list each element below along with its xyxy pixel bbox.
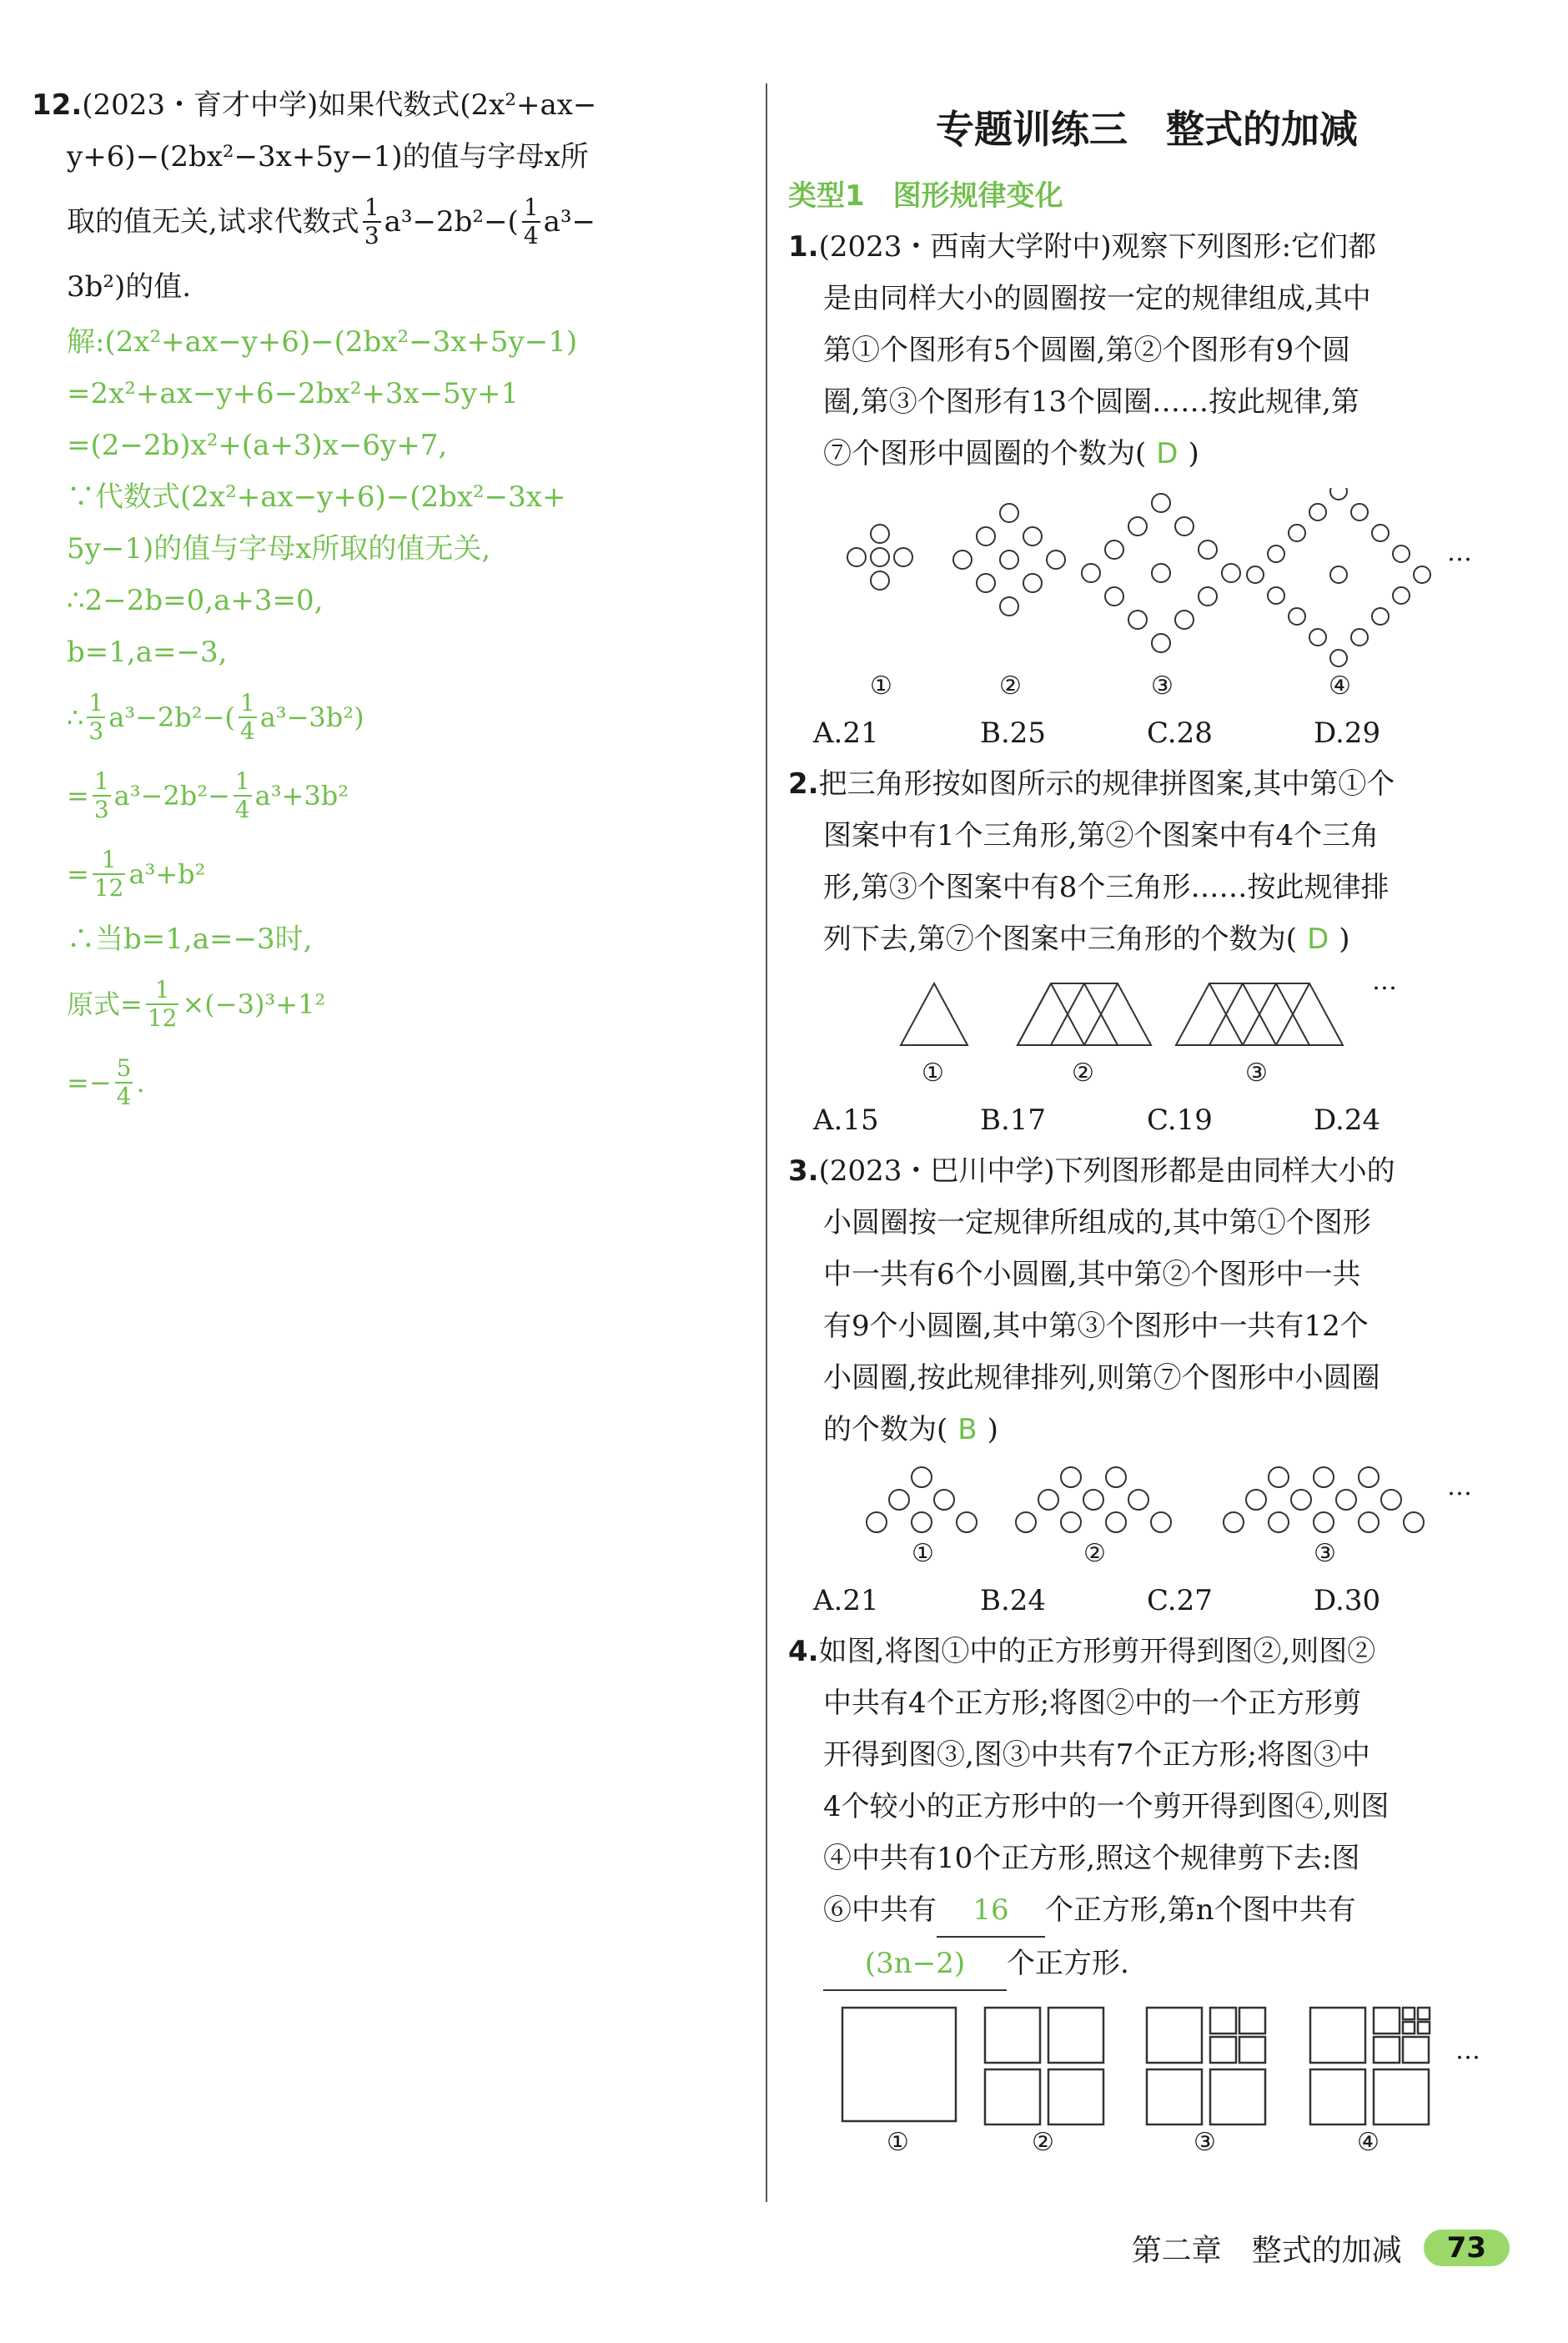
sol10-pre: = [67, 858, 89, 890]
q3-line2: 小圆圈按一定规律所组成的,其中第①个图形 [823, 1206, 1371, 1239]
q4-number: 4. [788, 1635, 819, 1668]
sol-line-13 [32, 1043, 749, 1122]
q3-number: 3. [788, 1154, 819, 1188]
q1-figure-4 [1247, 488, 1430, 666]
q12-line3-post: a³− [543, 205, 596, 239]
q2-option-b: B.17 [980, 1104, 1047, 1137]
q1-option-a: A.21 [813, 716, 879, 750]
frac-den: 12 [147, 1004, 178, 1032]
q12-solution [32, 316, 749, 1122]
q12-text-1: (2023・育才中学)如果代数式(2x²+ax− [82, 88, 597, 122]
q1-answer: D [1156, 437, 1179, 470]
frac-num: 1 [93, 767, 109, 795]
q12-line4: 3b²)的值. [67, 270, 192, 304]
q4-line7-post: 个正方形. [1007, 1947, 1129, 1980]
q1-line5-post: ) [1188, 437, 1199, 470]
q2-label-1: ① [922, 1058, 944, 1088]
q4-ellipsis: … [1455, 2036, 1480, 2065]
frac-den: 4 [523, 222, 539, 249]
q3-line5: 小圆圈,按此规律排列,则第⑦个图形中小圆圈 [823, 1361, 1380, 1395]
type-heading: 类型1 图形规律变化 [788, 179, 1063, 213]
q1-option-b: B.25 [980, 716, 1047, 750]
sol10-fraction [93, 847, 126, 902]
q12-line2: y+6)−(2bx²−3x+5y−1)的值与字母x所 [67, 140, 589, 173]
frac-den: 4 [239, 717, 255, 745]
q1-number: 1. [788, 230, 819, 264]
q3-figure-1 [867, 1467, 977, 1532]
q2-options [788, 1095, 1505, 1145]
sol13-pre: =− [67, 1067, 112, 1099]
q4-line5: ④中共有10个正方形,照这个规律剪下去:图 [823, 1842, 1360, 1875]
q1-label-1: ① [870, 671, 892, 701]
q1-ellipsis: … [1447, 538, 1472, 567]
sol8-pre: ∴ [67, 701, 84, 733]
sol13-post: . [136, 1067, 145, 1099]
sol8-fraction-2 [239, 690, 257, 745]
q2-line3: 形,第③个图案中有8个三角形……按此规律排 [823, 871, 1390, 904]
q2-option-a: A.15 [813, 1104, 879, 1137]
sol12-pre: 原式= [67, 988, 143, 1020]
q1-figure-1 [847, 525, 912, 590]
q4-line3: 开得到图③,图③中共有7个正方形;将图③中 [823, 1738, 1370, 1772]
left-column [32, 79, 749, 1122]
sol-line-12 [32, 965, 749, 1043]
q3-figure-2 [1016, 1467, 1171, 1532]
q3-label-2: ② [1083, 1539, 1106, 1568]
q2-label-2: ② [1072, 1058, 1094, 1088]
page-number-badge: 73 [1424, 2230, 1510, 2266]
q2-number: 2. [788, 767, 819, 801]
q4-label-4: ④ [1357, 2128, 1380, 2157]
frac-num: 1 [239, 689, 255, 716]
q1-option-c: C.28 [1147, 716, 1213, 750]
q2-figure-3 [1176, 983, 1343, 1045]
q2-labels [788, 967, 1505, 1095]
chapter-label: 第二章 整式的加减 [1131, 2233, 1402, 2268]
question-3 [788, 1145, 1505, 1626]
q4-blank-2: (3n−2) [823, 1938, 1007, 1991]
q4-line7 [788, 1938, 1505, 1991]
q1-line2: 是由同样大小的圆圈按一定的规律组成,其中 [823, 282, 1371, 315]
q12-number: 12. [32, 88, 83, 122]
question-1 [788, 221, 1505, 758]
q3-line6-pre: 的个数为( [823, 1413, 948, 1446]
frac-num: 1 [523, 194, 539, 221]
q1-figure-3 [1082, 494, 1240, 652]
q4-figure-2 [985, 2008, 1103, 2124]
q2-figure-2 [1018, 983, 1151, 1045]
q3-figure-3 [1224, 1467, 1424, 1532]
sol-line-3: =(2−2b)x²+(a+3)x−6y+7, [67, 429, 448, 462]
q1-line5 [788, 428, 1505, 480]
sol-line-6: ∴2−2b=0,a+3=0, [67, 584, 324, 617]
q3-option-d: D.30 [1314, 1584, 1381, 1617]
q3-line6 [788, 1404, 1505, 1456]
q3-circle-figures [788, 1464, 1505, 1539]
q12-fraction-1 [363, 194, 381, 249]
sol-line-7: b=1,a=−3, [67, 636, 228, 669]
frac-den: 3 [93, 796, 109, 823]
q2-option-c: C.19 [1147, 1104, 1213, 1137]
q4-label-2: ② [1032, 2128, 1054, 2157]
q2-line4 [788, 913, 1505, 965]
frac-den: 12 [93, 874, 124, 902]
q1-option-d: D.29 [1314, 716, 1381, 750]
q3-ellipsis: … [1447, 1472, 1472, 1501]
frac-num: 1 [101, 846, 117, 873]
sol-line-1: 解:(2x²+ax−y+6)−(2bx²−3x+5y−1) [67, 325, 578, 359]
q2-figure-1 [901, 983, 967, 1045]
q2-line2: 图案中有1个三角形,第②个图案中有4个三角 [823, 819, 1380, 852]
sol8-fraction-1 [87, 690, 105, 745]
sol-line-2: =2x²+ax−y+6−2bx²+3x−5y+1 [67, 377, 520, 410]
q4-line6 [788, 1884, 1505, 1938]
sol-line-8 [32, 678, 749, 757]
q4-figure-4 [1310, 2008, 1430, 2124]
frac-num: 5 [116, 1054, 132, 1082]
sol9-post: a³+3b² [254, 780, 349, 812]
q1-line5-pre: ⑦个图形中圆圈的个数为( [823, 437, 1147, 470]
q2-line4-pre: 列下去,第⑦个图案中三角形的个数为( [823, 923, 1298, 956]
q2-label-3: ③ [1245, 1058, 1268, 1088]
page-footer [1076, 2223, 1510, 2273]
sol8-post: a³−3b²) [259, 701, 364, 733]
section-title: 专题训练三 整式的加减 [936, 107, 1358, 152]
q4-line6-post: 个正方形,第n个图中共有 [1045, 1893, 1356, 1927]
sol-line-4: ∵代数式(2x²+ax−y+6)−(2bx²−3x+ [67, 480, 566, 514]
q1-line3: 第①个图形有5个圆圈,第②个图形有9个圆 [823, 334, 1351, 367]
q12-line3-mid: a³−2b²−( [384, 205, 519, 239]
sol9-fraction-2 [234, 768, 252, 823]
question-4 [788, 1626, 1505, 2165]
q4-figure-1 [842, 2008, 956, 2121]
q4-line6-pre: ⑥中共有 [823, 1893, 937, 1927]
q1-circle-figures [788, 488, 1505, 671]
q1-options [788, 708, 1505, 758]
q3-label-3: ③ [1314, 1539, 1336, 1568]
q2-line1: 把三角形按如图所示的规律拼图案,其中第①个 [818, 767, 1395, 801]
frac-den: 3 [88, 717, 104, 745]
q12-line3-pre: 取的值无关,试求代数式 [67, 205, 359, 239]
sol9-fraction-1 [93, 768, 111, 823]
frac-den: 4 [234, 796, 250, 823]
q1-line1: (2023・西南大学附中)观察下列图形:它们都 [818, 230, 1377, 264]
q3-line3: 中一共有6个小圆圈,其中第②个图形中一共 [823, 1258, 1361, 1291]
q12-line3 [32, 183, 749, 261]
q4-line4: 4个较小的正方形中的一个剪开得到图④,则图 [823, 1790, 1390, 1823]
sol-line-10 [32, 835, 749, 913]
q1-figure-2 [953, 504, 1065, 616]
q2-ellipsis: … [1372, 967, 1397, 996]
frac-num: 1 [88, 689, 104, 716]
q4-square-figures [788, 2003, 1505, 2128]
q3-labels [788, 1472, 1505, 1576]
q4-label-3: ③ [1194, 2128, 1216, 2157]
q3-option-c: C.27 [1147, 1584, 1213, 1617]
q12-fraction-2 [522, 194, 540, 249]
question-2 [788, 758, 1505, 1145]
q1-labels [788, 538, 1505, 708]
q1-label-2: ② [999, 671, 1022, 701]
sol13-fraction [115, 1055, 133, 1110]
q1-label-4: ④ [1329, 671, 1351, 701]
sol9-pre: = [67, 780, 89, 812]
frac-den: 3 [364, 222, 379, 249]
q1-label-3: ③ [1151, 671, 1173, 701]
q3-option-b: B.24 [980, 1584, 1047, 1617]
frac-num: 1 [154, 976, 170, 1003]
q2-triangle-figures [788, 975, 1505, 1058]
q2-answer: D [1307, 923, 1329, 956]
q3-line6-post: ) [987, 1413, 998, 1446]
frac-num: 1 [234, 767, 250, 795]
sol10-post: a³+b² [128, 858, 206, 890]
frac-num: 1 [364, 194, 379, 221]
sol-line-11: ∴当b=1,a=−3时, [67, 923, 313, 956]
q3-line4: 有9个小圆圈,其中第③个图形中一共有12个 [823, 1310, 1369, 1343]
sol-line-9 [32, 757, 749, 835]
q3-option-a: A.21 [813, 1584, 879, 1617]
q12-line1 [32, 79, 749, 131]
q2-line4-post: ) [1339, 923, 1350, 956]
q4-figure-3 [1147, 2008, 1265, 2124]
column-divider [766, 83, 767, 2202]
q4-line2: 中共有4个正方形;将图②中的一个正方形剪 [823, 1687, 1362, 1720]
q3-label-1: ① [912, 1539, 934, 1568]
q4-line1: 如图,将图①中的正方形剪开得到图②,则图② [818, 1635, 1376, 1668]
sol9-mid: a³−2b²− [113, 780, 230, 812]
q4-label-1: ① [887, 2128, 909, 2157]
q3-options [788, 1576, 1505, 1626]
sol12-post: ×(−3)³+1² [182, 988, 326, 1020]
right-column [788, 96, 1505, 2165]
sol12-fraction [146, 977, 179, 1032]
q2-option-d: D.24 [1314, 1104, 1381, 1137]
frac-den: 4 [116, 1083, 132, 1110]
q3-answer: B [957, 1413, 977, 1446]
q4-blank-1: 16 [937, 1884, 1045, 1938]
q3-line1: (2023・巴川中学)下列图形都是由同样大小的 [818, 1154, 1395, 1188]
q1-line4: 圈,第③个图形有13个圆圈……按此规律,第 [823, 385, 1359, 419]
sol8-mid: a³−2b²−( [108, 701, 235, 733]
q4-labels [788, 2036, 1505, 2165]
sol-line-5: 5y−1)的值与字母x所取的值无关, [67, 532, 491, 566]
